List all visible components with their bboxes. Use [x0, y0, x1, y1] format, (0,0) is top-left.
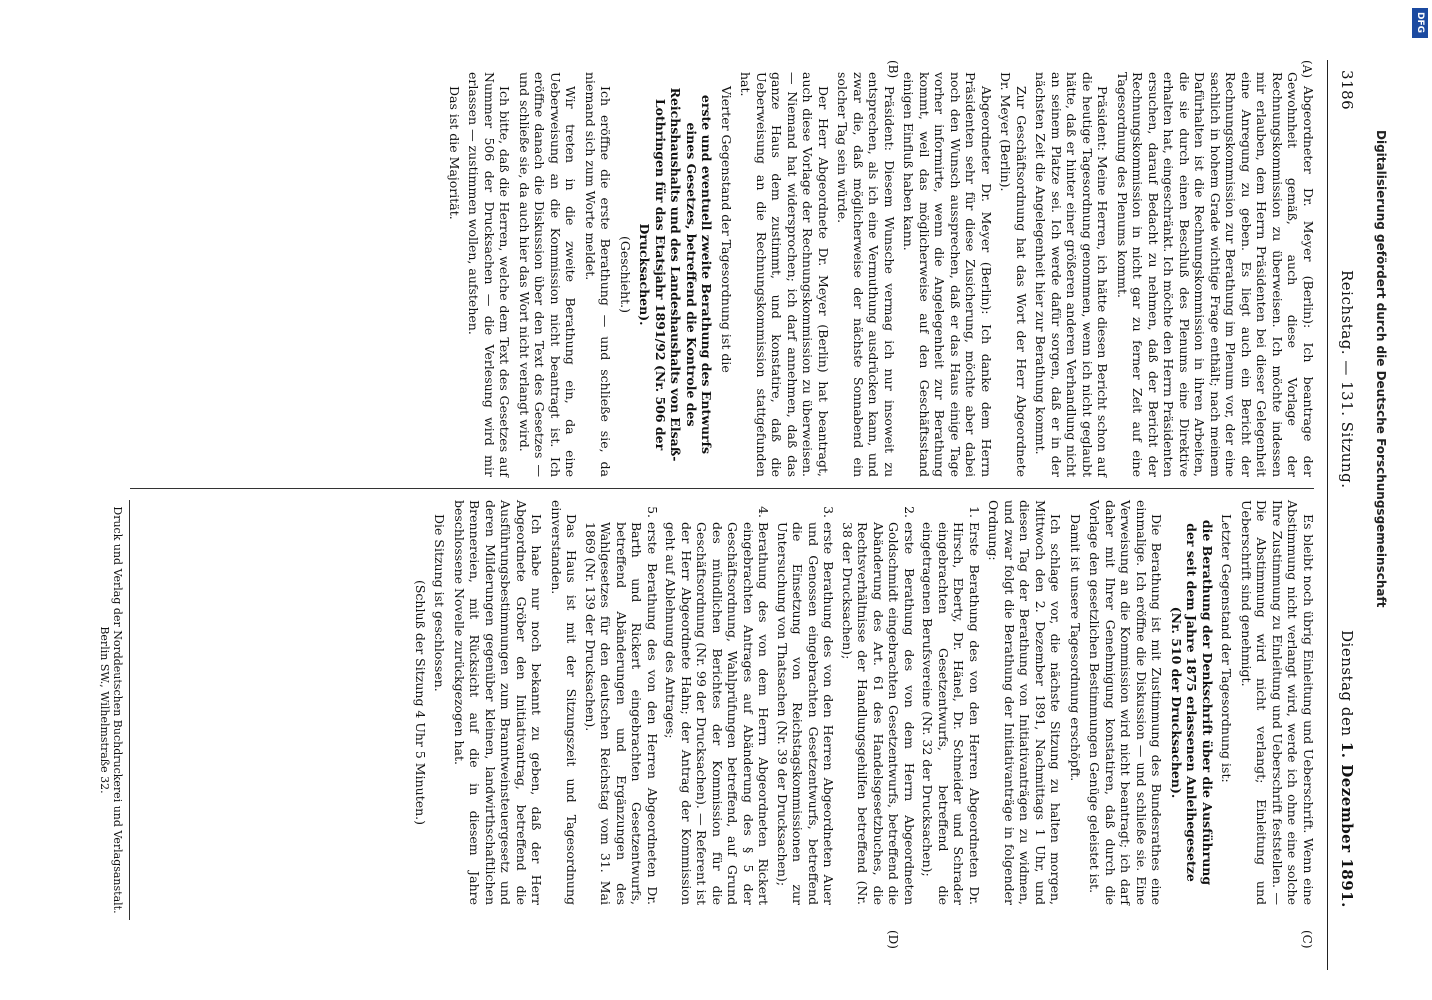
paragraph: Das ist die Majorität. [447, 86, 462, 220]
paragraph: Das Haus ist mit der Sitzungszeit und Tagesordnung einverstanden. [549, 500, 580, 905]
agenda-item-bold: erste und eventuell zweite Berathung des Entwurfs eines Gesetzes, betreffend die Kontrole des Reichshaushalts und des Landeshaushalts von Elsaß-Lothringen für das Etatsjahr 1891/92 (Nr. 506 der Drucksachen). [637, 87, 715, 462]
margin-marker-a: (A) [1300, 60, 1314, 79]
paragraph: Die Sitzung ist geschlossen. [432, 514, 448, 692]
agenda-list-item: 1. Erste Berathung des von den Herren Abgeordneten Dr. Hirsch, Eberty, Dr. Hänel, Dr. Schneider und Schrader eingebrachten Gesetzentwurfs, betreffend die eingetragenen Berufsvereine (Nr. 32 der Drucksachen); [920, 522, 982, 905]
dfg-logo: DFG [1412, 8, 1428, 38]
margin-marker-c: (C) [1300, 930, 1314, 949]
printer-imprint: Druck und Verlag der Norddeutschen Buchdruckerei und Verlagsanstalt. Berlin SW., Wilhelmstraße 32. [98, 506, 124, 914]
margin-marker-d: (D) [886, 930, 900, 949]
paragraph: Damit ist unsere Tagesordnung erschöpft. [1068, 514, 1083, 782]
session-end-note: (Schluß der Sitzung 4 Uhr 5 Minuten.) [413, 579, 428, 826]
paragraph: Der Herr Abgeordnete Dr. Meyer (Berlin) hat beantragt, auch diese Vorlage der Rechnungskommission zu überweisen. — Niemand hat widersprochen; ich darf annehmen, daß das ganze Haus dem zustimmt, und konstatire, daß die Ueberweisung an die Rechnungskommission stattgefunden hat. [738, 72, 831, 477]
paragraph: Vierter Gegenstand der Tagesordnung ist die [719, 86, 734, 373]
paragraph: Die Berathung ist mit Zustimmung des Bundesrathes eine einmalige. Ich eröffne die Diskussion — und schließe sie. Eine Verweisung an die Kommission wird nicht beantragt; ich darf daher mit Ihrer Genehmigung konstatiren, daß durch die Vorlage den gesetzlichen Bestimmungen Genüge geleistet ist. [1087, 500, 1165, 905]
paragraph: Präsident: Meine Herren, ich hätte diesen Bericht schon auf die heutige Tagesordnung genommen, wenn ich nicht geglaubt hätte, daß er hinter einer größeren anderen Verhandlung nicht an seinem Platze sei. Ich werde dafür sorgen, daß er in der nächsten Zeit die Angelegenheit hier zur Berathung kommt. [1033, 72, 1111, 477]
paragraph: Abgeordneter Dr. Meyer (Berlin): Ich beantrage der Gewohnheit gemäß, auch diese Vorlage der Rechnungskommission zu überweisen. Ich möchte indessen mir erlauben, dem Herrn Präsidenten bei dieser Gelegenheit eine Anregung zu geben. Es liegt auch ein Bericht der Rechnungskommission zur Berathung im Plenum vor, der eine sachlich in hohem Grade wichtige Frage enthält; nach meinem Dafürhalten ist die Rechnungskommission in ihren Arbeiten, die sie durch einen Beschluß des Plenums eine Direktive erhalten hat, eingeschränkt. Ich möchte den Herrn Präsidenten ersuchen, darauf Bedacht zu nehmen, daß der Bericht der Rechnungskommission in nicht gar zu ferner Zeit auf eine Tagesordnung des Plenums kommt. [1115, 72, 1316, 477]
paragraph: Ich schlage vor, die nächste Sitzung zu halten morgen, Mittwoch den 2. Dezember 1891, Nachmittags 1 Uhr, und diesen Tag der Berathung von Initiativanträgen zu widmen, und zwar folgt die Berathung der Initiativanträge in folgender Ordnung: [986, 500, 1064, 905]
agenda-list [583, 500, 983, 905]
digitization-note: Digitalisierung gefördert durch die Deutsche Forschungsgemeinschaft [1374, 130, 1388, 608]
paragraph: Letzter Gegenstand der Tagesordnung ist: [1219, 514, 1235, 783]
agenda-list-item: 5. erste Berathung des von den Herren Abgeordneten Dr. Barth und Rickert eingebrachten Gesetzentwurfs, betreffend Abänderungen und Ergänzungen des Wahlgesetzes für den deutschen Reichstag vom 31. Mai 1869 (Nr. 139 der Drucksachen). [583, 522, 661, 905]
column-divider [130, 488, 1314, 489]
paragraph: Präsident: Diesem Wunsche vermag ich nur insoweit zu entsprechen, als ich eine Vermuthung ausdrücken kann, und zwar die, daß möglicherweise der nächste Sonnabend ein solcher Tag sein würde. [835, 72, 897, 477]
footer-rule [129, 500, 130, 920]
page-number: 3186 [1338, 70, 1356, 111]
margin-marker-b: (B) [886, 60, 900, 79]
agenda-list-item: 2. erste Berathung des von dem Herrn Abgeordneten Goldschmidt eingebrachten Gesetzentwurfs, betreffend die Abänderung des Art. 61 des Handelsgesetzbuches, die Rechtsverhältnisse der Handlungsgehilfen betreffend (Nr. 38 der Drucksachen); [840, 522, 918, 905]
digitization-stamp [1288, 0, 1432, 1000]
paragraph: Ich habe nur noch bekannt zu geben, daß der Herr Abgeordnete Gröber den Initiativantrag, betreffend die Ausführungsbestimmungen zum Branntweinsteuergesetz und deren Milderungen gegenüber kleinen, landwirthschaftlichen Brennereien, mit Rücksicht auf die in diesem Jahre beschlossene Novelle zurückgezogen hat. [452, 500, 545, 905]
paragraph: Ich eröffne die erste Berathung — und schließe sie, da niemand sich zum Worte meldet. [583, 72, 614, 477]
agenda-list-item: 4. Berathung des von dem Herrn Abgeordneten Rickert eingebrachten Antrages auf Abänderung des § 5 der Geschäftsordnung, Wahlprüfungen betreffend, auf Grund des mündlichen Berichtes der Kommission für die Geschäftsordnung (Nr. 99 der Drucksachen). — Referent ist der Herr Abgeordnete Hahn; der Antrag der Kommission geht auf Ablehnung des Antrages; [663, 522, 772, 905]
paragraph: Wir treten in die zweite Berathung ein, da eine Ueberweisung an die Kommission nicht beantragt ist. Ich eröffne danach die Diskussion über den Text des Gesetzes — und schließe sie, da auch hier das Wort nicht verlangt wird. [517, 72, 579, 477]
stage-direction: (Geschieht.) [618, 235, 633, 314]
date-bold: 1. Dezember 1891. [1338, 741, 1356, 908]
session-title: Reichstag. — 131. Sitzung. [1338, 270, 1356, 489]
paragraph: Ich bitte, daß die Herren, welche dem Text des Gesetzes auf Nummer 506 der Drucksachen — die Verlesung wird mir erlassen — zustimmen wollen, aufstehen. [466, 72, 513, 477]
right-column [409, 500, 1317, 905]
date-prefix: Dienstag den [1338, 630, 1356, 737]
agenda-item-bold: die Berathung der Denkschrift über die Ausführung der seit dem Jahre 1875 erlassenen Anleihegesetze (Nr. 510 der Drucksachen). [1169, 519, 1215, 886]
left-column [443, 72, 1317, 477]
paragraph: Abgeordneter Dr. Meyer (Berlin): Ich danke dem Herrn Präsidenten sehr für diese Zusicherung, möchte aber dabei noch den Wunsch aussprechen, daß er das Haus einige Tage vorher informirte, wenn die Angelegenheit zur Berathung kommt, weil das möglicherweise auf den Geschäftsstand einigen Einfluß haben kann. [901, 72, 994, 477]
paragraph: Zur Geschäftsordnung hat das Wort der Herr Abgeordnete Dr. Meyer (Berlin). [998, 72, 1029, 477]
agenda-list-item: 3. erste Berathung des von den Herren Abgeordneten Auer und Genossen eingebrachten Gesetzentwurfs, betreffend die Einsetzung von Reichstagskommissionen zur Untersuchung von Thatsachen (Nr. 39 der Drucksachen); [775, 522, 837, 905]
paragraph: Es bleibt noch übrig Einleitung und Ueberschrift. Wenn eine Abstimmung nicht verlangt wird, werde ich ohne eine solche Ihre Zustimmung zu Einleitung und Ueberschrift feststellen. — Die Abstimmung wird nicht verlangt; Einleitung und Ueberschrift sind genehmigt. [1239, 500, 1316, 905]
